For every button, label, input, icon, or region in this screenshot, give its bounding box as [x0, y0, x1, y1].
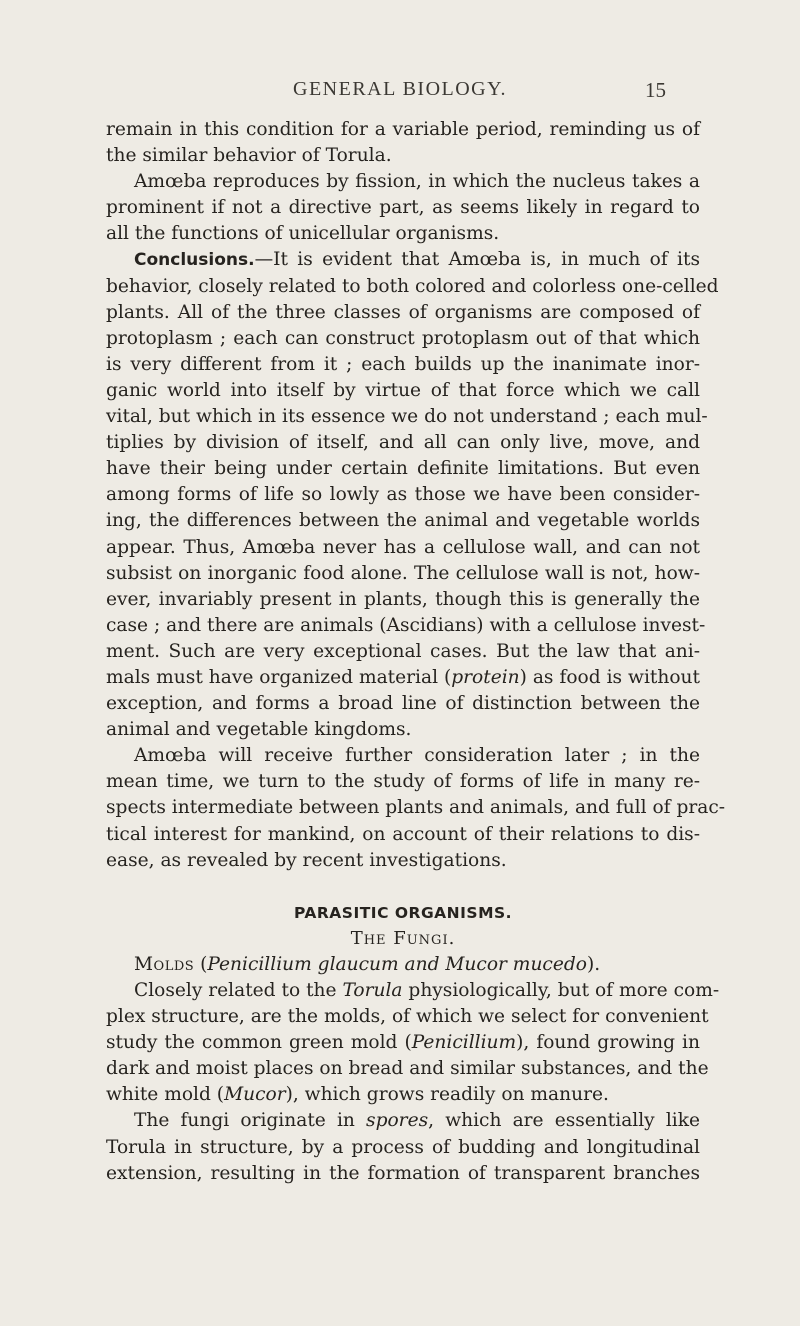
page-number: 15 — [645, 78, 666, 102]
text-line: plex structure, are the molds, of which we select for convenient — [106, 1006, 709, 1028]
text-line: the similar behavior of Torula. — [106, 145, 392, 167]
conclusions-heading: Conclusions. — [134, 250, 255, 271]
text-line: extension, resulting in the formation of transparent branches — [106, 1162, 700, 1184]
text-line — [106, 1108, 700, 1134]
text-line: Torula in structure, by a process of budding and longitudinal — [106, 1136, 700, 1158]
text-run: mals must have organized material ( — [106, 666, 452, 688]
text-line — [106, 1030, 700, 1056]
running-title: GENERAL BIOLOGY. — [293, 78, 507, 100]
text-line: tical interest for mankind, on account of their relations to dis- — [106, 823, 700, 845]
italic-term: protein — [451, 666, 520, 688]
subsection-heading: The Fungi. — [350, 927, 456, 949]
text-line — [106, 665, 700, 691]
text-line: is very different from it ; each builds up the inanimate inor- — [106, 353, 700, 375]
text-line — [106, 1082, 700, 1108]
italic-term: Penicillium — [411, 1032, 517, 1054]
molds-heading — [106, 952, 700, 978]
text-line: mean time, we turn to the study of forms of life in many re- — [106, 771, 700, 793]
text-line: behavior, closely related to both colored and colorless one-celled — [106, 275, 719, 297]
text-run: ), which grows readily on manure. — [285, 1084, 609, 1106]
text-line: have their being under certain definite limitations. But even — [106, 458, 700, 480]
running-head — [0, 78, 800, 108]
text-line: among forms of life so lowly as those we have been consider- — [106, 484, 700, 506]
text-run: white mold ( — [106, 1084, 225, 1106]
text-run: The fungi originate in — [134, 1110, 367, 1132]
text-run: Closely related to the — [134, 980, 343, 1001]
italic-term: spores — [366, 1110, 429, 1132]
text-line: tiplies by division of itself, and all can only live, move, and — [106, 432, 700, 454]
text-line: animal and vegetable kingdoms. — [106, 719, 412, 741]
text-line: Amœba reproduces by fission, in which the nucleus takes a — [134, 171, 700, 193]
text-line: vital, but which in its essence we do not understand ; each mul- — [106, 406, 708, 428]
text-run: ), found growing in — [516, 1032, 700, 1054]
text-line: Amœba will receive further consideration later ; in the — [134, 745, 700, 767]
text-run: , which are essentially like — [428, 1110, 701, 1132]
text-line: ease, as revealed by recent investigations. — [106, 849, 507, 871]
text-line: ment. Such are very exceptional cases. But the law that ani- — [106, 640, 700, 662]
text-line: subsist on inorganic food alone. The cellulose wall is not, how- — [106, 562, 700, 584]
text-line: dark and moist places on bread and similar substances, and the — [106, 1058, 709, 1080]
text-run: Molds — [134, 953, 195, 975]
text-line: spects intermediate between plants and animals, and full of prac- — [106, 797, 726, 819]
text-run: study the common green mold ( — [106, 1032, 412, 1054]
text-line — [106, 247, 700, 273]
text-line: plants. All of the three classes of organisms are composed of — [106, 301, 700, 323]
italic-term: Mucor mucedo — [445, 953, 587, 975]
text-line: appear. Thus, Amœba never has a cellulose wall, and can not — [106, 536, 700, 558]
italic-term: Torula — [342, 980, 403, 1001]
text-line: ing, the differences between the animal and vegetable worlds — [106, 510, 700, 532]
section-spacer — [106, 874, 700, 900]
text-line: all the functions of unicellular organisms. — [106, 223, 500, 245]
text-run: ( — [194, 953, 208, 975]
body-text — [106, 117, 726, 1187]
text-line: ganic world into itself by virtue of that force which we call — [106, 379, 700, 401]
italic-term: Mucor — [224, 1084, 286, 1106]
text-line: protoplasm ; each can construct protoplasm out of that which — [106, 327, 700, 349]
text-line — [106, 978, 720, 1004]
text-line: remain in this condition for a variable period, reminding us of — [106, 119, 700, 140]
text-run: ). — [586, 953, 601, 975]
text-line: case ; and there are animals (Ascidians) with a cellulose invest- — [106, 614, 706, 636]
text-line: exception, and forms a broad line of distinction between the — [106, 693, 700, 715]
text-line: ever, invariably present in plants, though this is generally the — [106, 588, 700, 610]
text-run: ) as food is without — [519, 666, 700, 688]
italic-term: and — [398, 953, 446, 975]
text-line: prominent if not a directive part, as seems likely in regard to — [106, 197, 700, 219]
section-heading: PARASITIC ORGANISMS. — [293, 903, 513, 922]
italic-term: Penicillium glaucum — [207, 953, 399, 975]
text-run: physiologically, but of more com- — [402, 980, 720, 1001]
text-run: —It is evident that Amœba is, in much of its — [254, 249, 700, 271]
